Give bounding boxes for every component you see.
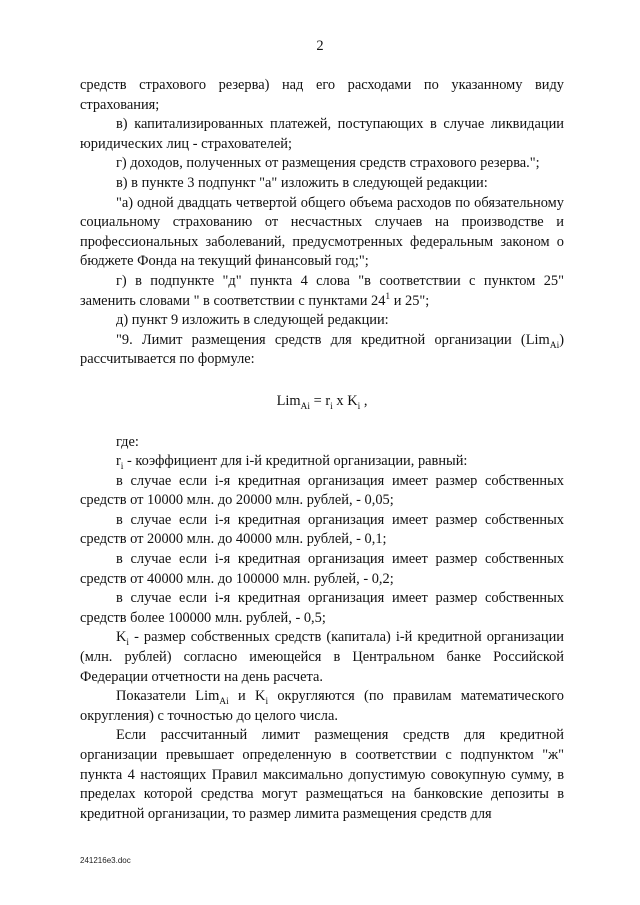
paragraph: в) капитализированных платежей, поступающих в случае ликвидации юридических лиц - страхователей; xyxy=(80,116,564,152)
paragraph: г) в подпункте "д" пункта 4 слова "в соответствии с пунктом 25" заменить словами " в соответствии с пунктами $24^1$ и 25"; xyxy=(80,272,564,309)
paragraph: Показатели Lim$_{Ai}$ и $K_i$ округляются (по правилам математического округления) с точностью до целого числа. xyxy=(80,688,565,724)
document-body xyxy=(80,76,564,824)
page-number: 2 xyxy=(316,38,324,54)
paragraph: д) пункт 9 изложить в следующей редакции: xyxy=(116,312,389,329)
paragraph: в случае если i-я кредитная организация имеет размер собственных средств более 100000 млн. рублей, - 0,5; xyxy=(80,590,564,626)
file-name-footer: 241216e3.doc xyxy=(80,856,131,865)
paragraph: средств страхового резерва) над его расходами по указанному виду страхования; xyxy=(80,77,564,113)
paragraph: $K_i$ - размер собственных средств (капитала) i-й кредитной организации (млн. рублей) согласно имеющейся в Центральном банке Российской Федерации отчетности на день расчета. xyxy=(80,629,564,685)
paragraph: г) доходов, полученных от размещения средств страхового резерва."; xyxy=(116,155,540,172)
paragraph: в случае если i-я кредитная организация имеет размер собственных средств от 20000 млн. до 40000 млн. рублей, - 0,1; xyxy=(80,511,564,548)
paragraph: в случае если i-я кредитная организация имеет размер собственных средств от 40000 млн. до 100000 млн. рублей, - 0,2; xyxy=(80,551,564,587)
paragraph: "9. Лимит размещения средств для кредитной организации (Lim$_{Ai}$) рассчитывается по формуле: xyxy=(80,331,564,368)
formula: $Lim_{Ai} = r_i$ x $K_i$ , xyxy=(276,392,368,412)
paragraph: где: xyxy=(116,433,139,450)
paragraph: $r_i$ - коэффициент для i-й кредитной организации, равный: xyxy=(116,453,468,472)
paragraph: Если рассчитанный лимит размещения средств для кредитной организации превышает определенную в соответствии с подпунктом "ж" пункта 4 настоящих Правил максимально допустимую совокупную сумму, в пределах которой средства могут размещаться на банковские депозиты в кредитной организации, то размер лимита размещения средств для xyxy=(80,727,564,822)
paragraph: в случае если i-я кредитная организация имеет размер собственных средств от 10000 млн. до 20000 млн. рублей, - 0,05; xyxy=(80,472,564,509)
paragraph: в) в пункте 3 подпункт "а" изложить в следующей редакции: xyxy=(116,174,488,191)
paragraph: "а) одной двадцать четвертой общего объема расходов по обязательному социальному страхованию от несчастных случаев на производстве и профессиональных заболеваний, предусмотренных федеральным законом о бюджете Фонда на текущий финансовый год;"; xyxy=(80,194,564,270)
